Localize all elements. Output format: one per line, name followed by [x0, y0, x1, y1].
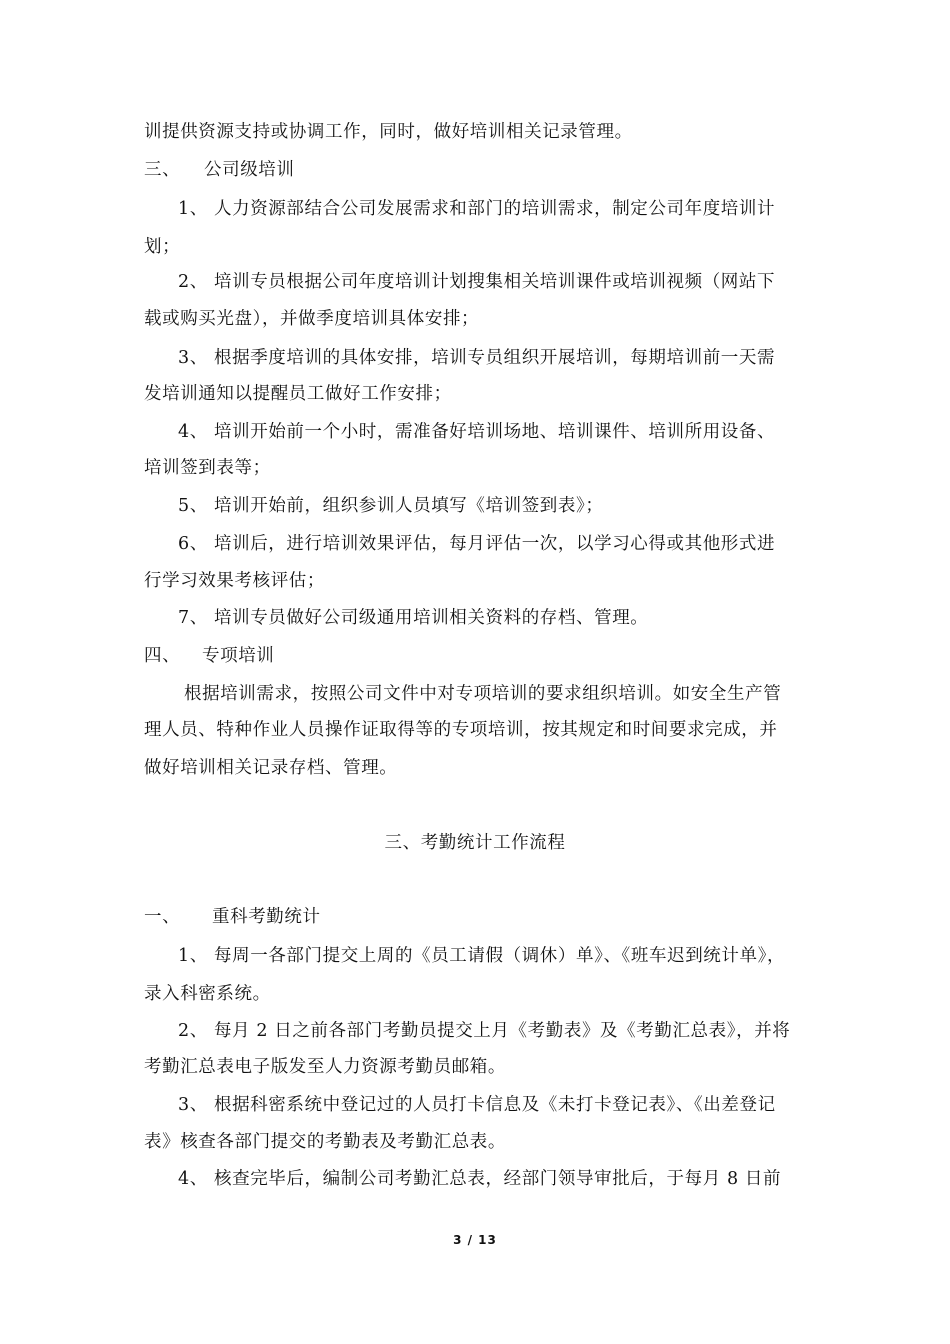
section-title: 公司级培训 [204, 160, 295, 180]
list-item-line: 4、 核查完毕后，编制公司考勤汇总表，经部门领导审批后，于每月 8 日前 [178, 1169, 782, 1189]
section-number: 三、 [144, 160, 181, 180]
section-heading-1 [144, 905, 444, 929]
list-item-line: 表》核查各部门提交的考勤表及考勤汇总表。 [144, 1132, 506, 1152]
list-item-line: 划； [144, 237, 181, 257]
list-item-line: 4、 培训开始前一个小时，需准备好培训场地、培训课件、培训所用设备、 [178, 422, 776, 442]
list-item-line: 1、 每周一各部门提交上周的《员工请假（调休）单》、《班车迟到统计单》， [178, 946, 786, 966]
list-item-line: 2、 每月 2 日之前各部门考勤员提交上月《考勤表》及《考勤汇总表》，并将 [178, 1021, 791, 1041]
list-item-line: 1、 人力资源部结合公司发展需求和部门的培训需求，制定公司年度培训计 [178, 199, 776, 219]
list-item-line: 录入科密系统。 [144, 984, 271, 1004]
section-heading-3 [144, 158, 444, 182]
section-number: 四、 [144, 646, 181, 666]
list-item-line: 培训签到表等； [144, 458, 271, 478]
paragraph-line: 做好培训相关记录存档、管理。 [144, 758, 398, 778]
list-item-line: 5、 培训开始前，组织参训人员填写《培训签到表》； [178, 496, 604, 516]
list-item-line: 发培训通知以提醒员工做好工作安排； [144, 384, 452, 404]
section-title: 专项培训 [202, 646, 275, 666]
list-item-line: 3、 根据季度培训的具体安排，培训专员组织开展培训，每期培训前一天需 [178, 348, 776, 368]
section-title: 重科考勤统计 [212, 907, 321, 927]
paragraph-line: 训提供资源支持或协调工作，同时，做好培训相关记录管理。 [144, 122, 633, 142]
page-number: 3 / 13 [453, 1233, 497, 1247]
chapter-title: 三、考勤统计工作流程 [384, 833, 566, 853]
section-heading-4 [144, 644, 444, 668]
section-number: 一、 [144, 907, 181, 927]
list-item-line: 行学习效果考核评估； [144, 571, 325, 591]
list-item-line: 7、 培训专员做好公司级通用培训相关资料的存档、管理。 [178, 608, 649, 628]
list-item-line: 考勤汇总表电子版发至人力资源考勤员邮箱。 [144, 1057, 506, 1077]
list-item-line: 3、 根据科密系统中登记过的人员打卡信息及《未打卡登记表》、《出差登记 [178, 1095, 776, 1115]
list-item-line: 6、 培训后，进行培训效果评估，每月评估一次，以学习心得或其他形式进 [178, 534, 776, 554]
paragraph-line: 根据培训需求，按照公司文件中对专项培训的要求组织培训。如安全生产管 [184, 684, 782, 704]
list-item-line: 载或购买光盘），并做季度培训具体安排； [144, 309, 480, 329]
paragraph-line: 理人员、特种作业人员操作证取得等的专项培训，按其规定和时间要求完成，并 [144, 720, 778, 740]
list-item-line: 2、 培训专员根据公司年度培训计划搜集相关培训课件或培训视频（网站下 [178, 272, 776, 292]
